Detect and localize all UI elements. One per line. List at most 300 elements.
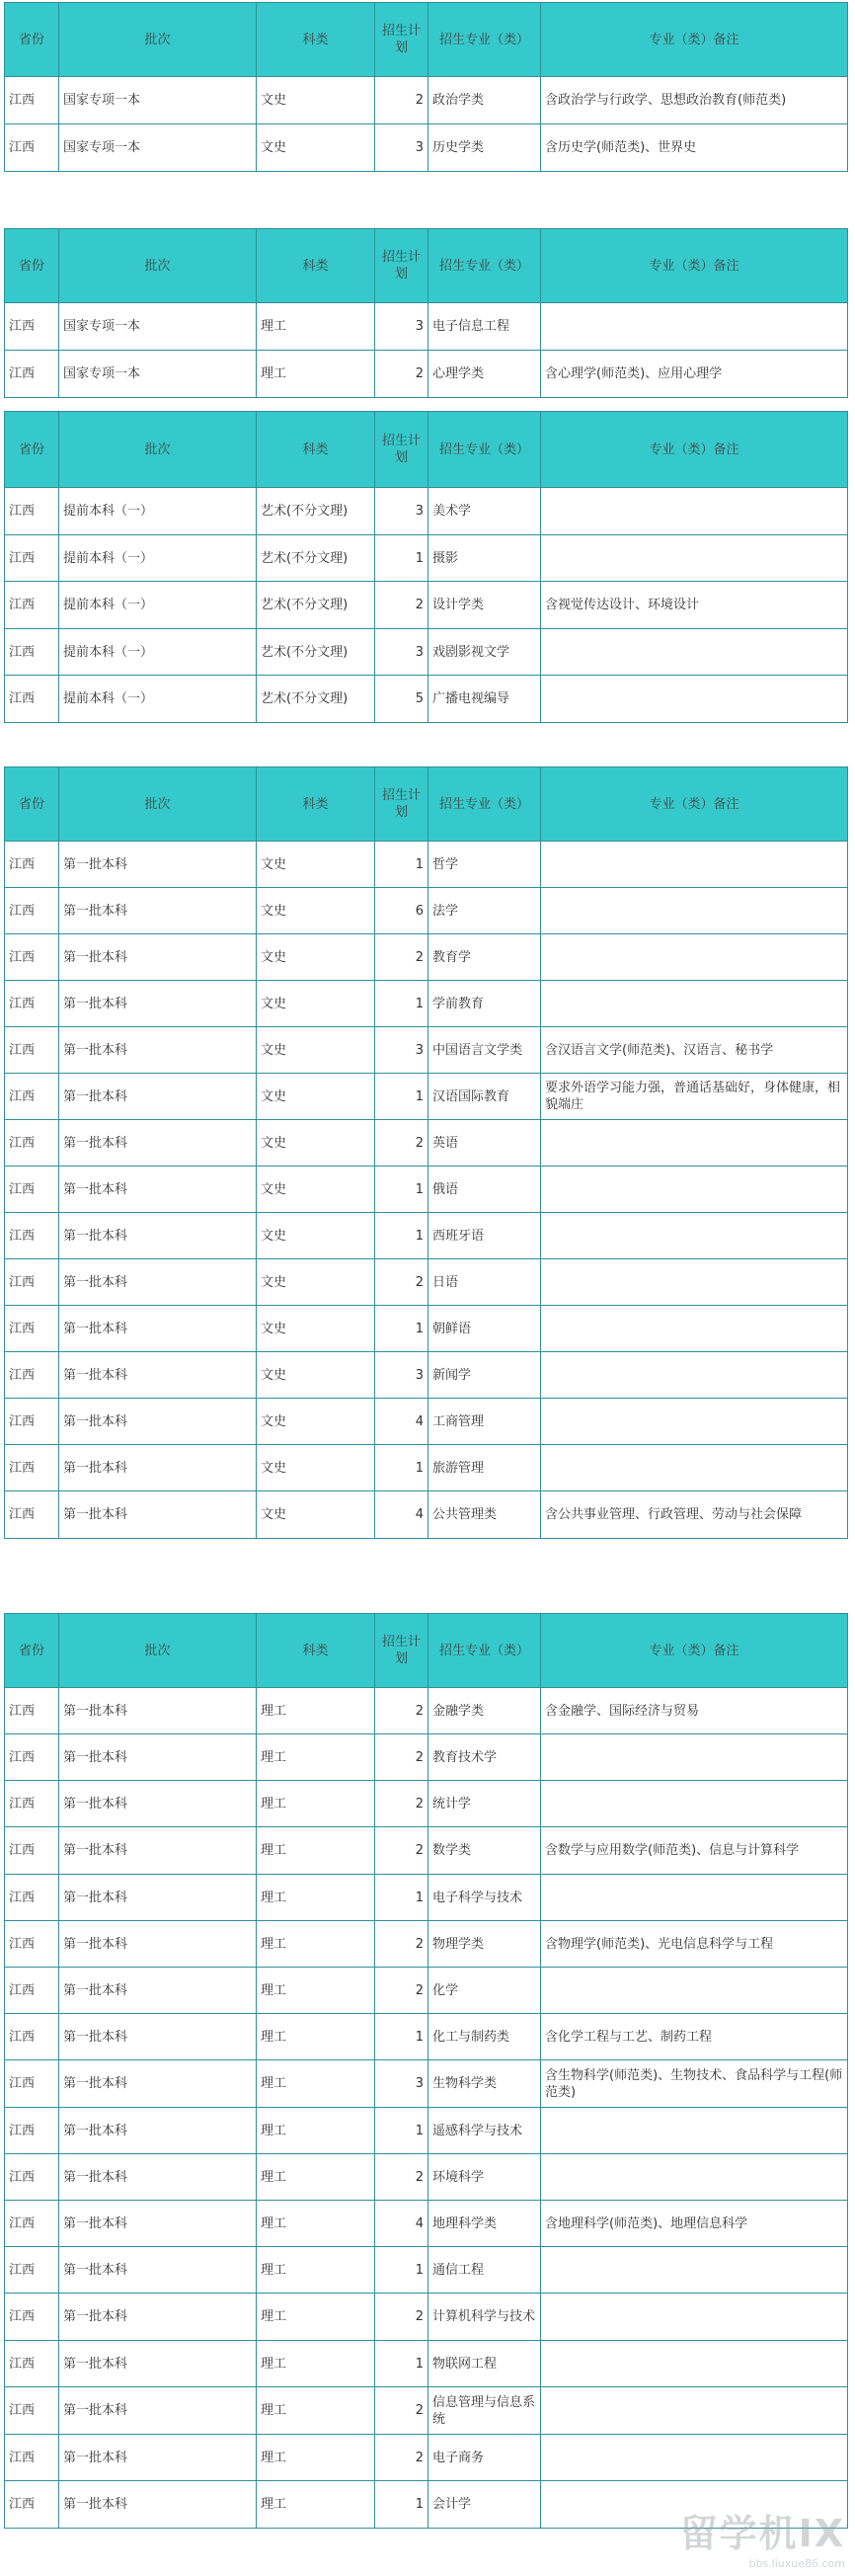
table-row: [5, 1306, 848, 1352]
th-major: 招生专业（类）: [428, 229, 541, 303]
th-quota: 招生计划: [375, 412, 428, 488]
cell-batch: 第一批本科: [59, 1213, 257, 1259]
cell-major: 工商管理: [428, 1399, 541, 1445]
table-row: [5, 1781, 848, 1827]
cell-major: 统计学: [428, 1781, 541, 1827]
th-remarks: 专业（类）备注: [541, 412, 848, 488]
cell-category: 理工: [257, 1781, 375, 1827]
cell-quota: 1: [375, 1875, 428, 1921]
cell-batch: 第一批本科: [59, 842, 257, 888]
cell-remarks: [541, 2341, 848, 2387]
cell-province: 江西: [5, 2481, 59, 2529]
cell-quota: 2: [375, 2387, 428, 2435]
cell-category: 艺术(不分文理): [257, 535, 375, 582]
cell-batch: 提前本科（一）: [59, 582, 257, 629]
cell-remarks: 含公共事业管理、行政管理、劳动与社会保障: [541, 1491, 848, 1539]
cell-remarks: [541, 1259, 848, 1306]
table-row: [5, 582, 848, 629]
cell-quota: 2: [375, 2294, 428, 2341]
cell-category: 理工: [257, 2247, 375, 2294]
cell-remarks: [541, 981, 848, 1027]
cell-batch: 提前本科（一）: [59, 535, 257, 582]
cell-remarks: 含汉语言文学(师范类)、汉语言、秘书学: [541, 1027, 848, 1074]
table-row: [5, 1875, 848, 1921]
cell-category: 艺术(不分文理): [257, 582, 375, 629]
cell-remarks: [541, 1734, 848, 1781]
cell-category: 文史: [257, 1167, 375, 1213]
cell-quota: 2: [375, 1120, 428, 1167]
cell-quota: 1: [375, 842, 428, 888]
cell-province: 江西: [5, 582, 59, 629]
cell-category: 文史: [257, 1306, 375, 1352]
cell-province: 江西: [5, 1968, 59, 2014]
th-province: 省份: [5, 3, 59, 77]
cell-province: 江西: [5, 1491, 59, 1539]
table-row: [5, 1120, 848, 1167]
table-row: [5, 1213, 848, 1259]
th-category: 科类: [257, 767, 375, 842]
cell-batch: 第一批本科: [59, 1167, 257, 1213]
cell-quota: 1: [375, 1167, 428, 1213]
cell-province: 江西: [5, 1120, 59, 1167]
cell-major: 教育技术学: [428, 1734, 541, 1781]
cell-category: 文史: [257, 124, 375, 172]
cell-province: 江西: [5, 629, 59, 676]
table-row: [5, 77, 848, 124]
th-quota: 招生计划: [375, 1614, 428, 1688]
cell-province: 江西: [5, 351, 59, 398]
cell-remarks: [541, 1167, 848, 1213]
cell-quota: 2: [375, 2154, 428, 2201]
cell-category: 艺术(不分文理): [257, 629, 375, 676]
cell-category: 文史: [257, 1352, 375, 1399]
cell-remarks: [541, 1445, 848, 1491]
cell-major: 英语: [428, 1120, 541, 1167]
cell-province: 江西: [5, 2435, 59, 2481]
cell-province: 江西: [5, 1827, 59, 1875]
cell-batch: 第一批本科: [59, 1875, 257, 1921]
cell-province: 江西: [5, 77, 59, 124]
cell-remarks: [541, 1399, 848, 1445]
cell-quota: 5: [375, 676, 428, 723]
cell-province: 江西: [5, 2014, 59, 2060]
header-row: [5, 1614, 848, 1688]
table-row: [5, 2435, 848, 2481]
cell-remarks: [541, 934, 848, 981]
cell-remarks: [541, 2154, 848, 2201]
cell-major: 汉语国际教育: [428, 1074, 541, 1120]
cell-quota: 2: [375, 582, 428, 629]
cell-batch: 第一批本科: [59, 2060, 257, 2108]
cell-major: 化学: [428, 1968, 541, 2014]
cell-major: 会计学: [428, 2481, 541, 2529]
cell-category: 文史: [257, 934, 375, 981]
cell-category: 理工: [257, 2294, 375, 2341]
th-major: 招生专业（类）: [428, 1614, 541, 1688]
cell-remarks: [541, 488, 848, 535]
cell-remarks: 要求外语学习能力强，普通话基础好，身体健康，相貌端庄: [541, 1074, 848, 1120]
cell-remarks: [541, 1875, 848, 1921]
cell-batch: 提前本科（一）: [59, 676, 257, 723]
cell-quota: 4: [375, 1491, 428, 1539]
cell-category: 理工: [257, 2154, 375, 2201]
cell-category: 理工: [257, 2014, 375, 2060]
cell-category: 文史: [257, 981, 375, 1027]
cell-quota: 4: [375, 2201, 428, 2247]
cell-major: 学前教育: [428, 981, 541, 1027]
watermark-url: bbs.liuxue86.com: [748, 2557, 845, 2570]
th-major: 招生专业（类）: [428, 767, 541, 842]
cell-major: 化工与制药类: [428, 2014, 541, 2060]
cell-category: 理工: [257, 2201, 375, 2247]
cell-remarks: [541, 1968, 848, 2014]
cell-province: 江西: [5, 1027, 59, 1074]
cell-batch: 第一批本科: [59, 888, 257, 934]
cell-remarks: [541, 1120, 848, 1167]
cell-remarks: 含生物科学(师范类)、生物技术、食品科学与工程(师范类): [541, 2060, 848, 2108]
cell-quota: 2: [375, 77, 428, 124]
cell-major: 金融学类: [428, 1688, 541, 1734]
cell-batch: 提前本科（一）: [59, 488, 257, 535]
table-row: [5, 2014, 848, 2060]
cell-remarks: [541, 1213, 848, 1259]
table-row: [5, 1734, 848, 1781]
th-batch: 批次: [59, 1614, 257, 1688]
table-row: [5, 1399, 848, 1445]
cell-category: 理工: [257, 2481, 375, 2529]
cell-major: 哲学: [428, 842, 541, 888]
cell-batch: 第一批本科: [59, 2387, 257, 2435]
cell-province: 江西: [5, 1734, 59, 1781]
watermark-logo-text: 留学机IX: [679, 2512, 845, 2555]
cell-major: 朝鲜语: [428, 1306, 541, 1352]
table-row: [5, 124, 848, 172]
admission-table-5: [4, 1613, 848, 2529]
cell-quota: 3: [375, 124, 428, 172]
cell-major: 环境科学: [428, 2154, 541, 2201]
table-row: [5, 842, 848, 888]
cell-quota: 3: [375, 2060, 428, 2108]
cell-category: 理工: [257, 1921, 375, 1968]
th-category: 科类: [257, 229, 375, 303]
cell-batch: 第一批本科: [59, 2014, 257, 2060]
cell-batch: 第一批本科: [59, 2481, 257, 2529]
cell-batch: 第一批本科: [59, 2341, 257, 2387]
cell-remarks: [541, 2294, 848, 2341]
cell-batch: 国家专项一本: [59, 77, 257, 124]
cell-batch: 第一批本科: [59, 1445, 257, 1491]
cell-major: 政治学类: [428, 77, 541, 124]
cell-major: 中国语言文学类: [428, 1027, 541, 1074]
cell-province: 江西: [5, 535, 59, 582]
table-row: [5, 351, 848, 398]
cell-batch: 第一批本科: [59, 1306, 257, 1352]
cell-quota: 1: [375, 1074, 428, 1120]
cell-category: 理工: [257, 2435, 375, 2481]
cell-batch: 第一批本科: [59, 2201, 257, 2247]
table-row: [5, 2341, 848, 2387]
cell-major: 西班牙语: [428, 1213, 541, 1259]
cell-remarks: 含视觉传达设计、环境设计: [541, 582, 848, 629]
cell-batch: 第一批本科: [59, 1781, 257, 1827]
cell-category: 理工: [257, 2341, 375, 2387]
cell-major: 美术学: [428, 488, 541, 535]
table-row: [5, 1074, 848, 1120]
table-row: [5, 1027, 848, 1074]
cell-batch: 第一批本科: [59, 2435, 257, 2481]
cell-province: 江西: [5, 1074, 59, 1120]
cell-remarks: [541, 1352, 848, 1399]
cell-quota: 2: [375, 934, 428, 981]
cell-category: 理工: [257, 351, 375, 398]
th-category: 科类: [257, 1614, 375, 1688]
th-province: 省份: [5, 767, 59, 842]
cell-category: 理工: [257, 2387, 375, 2435]
th-remarks: 专业（类）备注: [541, 1614, 848, 1688]
cell-batch: 第一批本科: [59, 934, 257, 981]
cell-major: 遥感科学与技术: [428, 2108, 541, 2154]
cell-quota: 2: [375, 1688, 428, 1734]
cell-batch: 国家专项一本: [59, 124, 257, 172]
cell-batch: 第一批本科: [59, 1352, 257, 1399]
cell-major: 法学: [428, 888, 541, 934]
cell-province: 江西: [5, 888, 59, 934]
cell-major: 心理学类: [428, 351, 541, 398]
header-row: [5, 767, 848, 842]
cell-province: 江西: [5, 2060, 59, 2108]
site-watermark: [680, 2503, 845, 2570]
table-row: [5, 2060, 848, 2108]
cell-category: 文史: [257, 1491, 375, 1539]
cell-quota: 1: [375, 981, 428, 1027]
cell-category: 文史: [257, 842, 375, 888]
cell-category: 文史: [257, 1120, 375, 1167]
cell-province: 江西: [5, 1306, 59, 1352]
cell-batch: 国家专项一本: [59, 351, 257, 398]
cell-major: 戏剧影视文学: [428, 629, 541, 676]
th-province: 省份: [5, 229, 59, 303]
table-row: [5, 488, 848, 535]
cell-batch: 第一批本科: [59, 1688, 257, 1734]
cell-remarks: 含金融学、国际经济与贸易: [541, 1688, 848, 1734]
cell-province: 江西: [5, 2201, 59, 2247]
cell-category: 文史: [257, 1399, 375, 1445]
th-remarks: 专业（类）备注: [541, 767, 848, 842]
cell-quota: 3: [375, 1027, 428, 1074]
cell-category: 文史: [257, 1259, 375, 1306]
th-quota: 招生计划: [375, 229, 428, 303]
cell-batch: 提前本科（一）: [59, 629, 257, 676]
cell-quota: 1: [375, 2341, 428, 2387]
cell-remarks: [541, 888, 848, 934]
cell-province: 江西: [5, 981, 59, 1027]
cell-category: 理工: [257, 1688, 375, 1734]
cell-category: 理工: [257, 1827, 375, 1875]
admission-table-3: [4, 411, 848, 723]
th-major: 招生专业（类）: [428, 412, 541, 488]
cell-province: 江西: [5, 303, 59, 351]
cell-major: 摄影: [428, 535, 541, 582]
cell-major: 电子科学与技术: [428, 1875, 541, 1921]
cell-batch: 第一批本科: [59, 2108, 257, 2154]
cell-category: 理工: [257, 2060, 375, 2108]
cell-major: 电子商务: [428, 2435, 541, 2481]
cell-remarks: [541, 2108, 848, 2154]
cell-category: 理工: [257, 1968, 375, 2014]
cell-major: 计算机科学与技术: [428, 2294, 541, 2341]
th-province: 省份: [5, 1614, 59, 1688]
cell-quota: 3: [375, 629, 428, 676]
cell-province: 江西: [5, 1921, 59, 1968]
cell-major: 新闻学: [428, 1352, 541, 1399]
cell-major: 日语: [428, 1259, 541, 1306]
cell-province: 江西: [5, 2387, 59, 2435]
cell-batch: 国家专项一本: [59, 303, 257, 351]
cell-batch: 第一批本科: [59, 1259, 257, 1306]
cell-remarks: [541, 629, 848, 676]
cell-province: 江西: [5, 1875, 59, 1921]
table-row: [5, 303, 848, 351]
cell-major: 通信工程: [428, 2247, 541, 2294]
cell-batch: 第一批本科: [59, 1921, 257, 1968]
table-row: [5, 1688, 848, 1734]
cell-category: 艺术(不分文理): [257, 488, 375, 535]
cell-remarks: 含物理学(师范类)、光电信息科学与工程: [541, 1921, 848, 1968]
cell-remarks: [541, 842, 848, 888]
cell-batch: 第一批本科: [59, 2154, 257, 2201]
cell-batch: 第一批本科: [59, 1120, 257, 1167]
cell-major: 设计学类: [428, 582, 541, 629]
cell-quota: 2: [375, 1781, 428, 1827]
cell-quota: 3: [375, 1352, 428, 1399]
cell-category: 文史: [257, 1445, 375, 1491]
admission-table-1: [4, 2, 848, 172]
th-major: 招生专业（类）: [428, 3, 541, 77]
cell-major: 电子信息工程: [428, 303, 541, 351]
cell-batch: 第一批本科: [59, 1074, 257, 1120]
cell-batch: 第一批本科: [59, 1027, 257, 1074]
cell-major: 教育学: [428, 934, 541, 981]
cell-remarks: 含地理科学(师范类)、地理信息科学: [541, 2201, 848, 2247]
header-row: [5, 3, 848, 77]
th-batch: 批次: [59, 412, 257, 488]
cell-remarks: [541, 303, 848, 351]
table-row: [5, 2201, 848, 2247]
cell-batch: 第一批本科: [59, 1968, 257, 2014]
cell-province: 江西: [5, 934, 59, 981]
cell-remarks: 含化学工程与工艺、制药工程: [541, 2014, 848, 2060]
cell-category: 理工: [257, 303, 375, 351]
table-row: [5, 2108, 848, 2154]
cell-remarks: 含数学与应用数学(师范类)、信息与计算科学: [541, 1827, 848, 1875]
cell-category: 理工: [257, 1875, 375, 1921]
cell-province: 江西: [5, 2154, 59, 2201]
th-category: 科类: [257, 3, 375, 77]
th-quota: 招生计划: [375, 767, 428, 842]
cell-batch: 第一批本科: [59, 1491, 257, 1539]
cell-province: 江西: [5, 1781, 59, 1827]
th-batch: 批次: [59, 767, 257, 842]
cell-major: 物联网工程: [428, 2341, 541, 2387]
cell-province: 江西: [5, 1213, 59, 1259]
cell-quota: 1: [375, 2247, 428, 2294]
cell-remarks: [541, 1781, 848, 1827]
cell-remarks: 含历史学(师范类)、世界史: [541, 124, 848, 172]
cell-remarks: [541, 676, 848, 723]
table-row: [5, 1259, 848, 1306]
table-row: [5, 1352, 848, 1399]
th-province: 省份: [5, 412, 59, 488]
cell-major: 信息管理与信息系统: [428, 2387, 541, 2435]
table-row: [5, 1921, 848, 1968]
cell-remarks: [541, 2435, 848, 2481]
cell-remarks: [541, 2387, 848, 2435]
cell-category: 文史: [257, 1213, 375, 1259]
table-row: [5, 2294, 848, 2341]
cell-major: 数学类: [428, 1827, 541, 1875]
cell-province: 江西: [5, 2341, 59, 2387]
cell-province: 江西: [5, 1352, 59, 1399]
table-row: [5, 2154, 848, 2201]
cell-remarks: [541, 2247, 848, 2294]
cell-quota: 3: [375, 303, 428, 351]
cell-quota: 2: [375, 351, 428, 398]
cell-quota: 1: [375, 1213, 428, 1259]
table-row: [5, 1491, 848, 1539]
cell-quota: 2: [375, 1921, 428, 1968]
table-row: [5, 2387, 848, 2435]
cell-remarks: [541, 535, 848, 582]
cell-quota: 2: [375, 1734, 428, 1781]
table-row: [5, 535, 848, 582]
table-row: [5, 981, 848, 1027]
th-remarks: 专业（类）备注: [541, 229, 848, 303]
cell-quota: 2: [375, 1827, 428, 1875]
cell-remarks: 含政治学与行政学、思想政治教育(师范类): [541, 77, 848, 124]
cell-batch: 第一批本科: [59, 981, 257, 1027]
cell-province: 江西: [5, 2294, 59, 2341]
table-row: [5, 2247, 848, 2294]
cell-quota: 1: [375, 1445, 428, 1491]
admission-table-2: [4, 228, 848, 398]
table-row: [5, 1445, 848, 1491]
cell-major: 旅游管理: [428, 1445, 541, 1491]
cell-major: 公共管理类: [428, 1491, 541, 1539]
cell-province: 江西: [5, 842, 59, 888]
cell-category: 文史: [257, 1027, 375, 1074]
cell-quota: 1: [375, 2108, 428, 2154]
cell-category: 文史: [257, 1074, 375, 1120]
cell-quota: 2: [375, 1259, 428, 1306]
cell-quota: 1: [375, 2014, 428, 2060]
cell-province: 江西: [5, 1399, 59, 1445]
table-row: [5, 1167, 848, 1213]
table-row: [5, 1968, 848, 2014]
cell-batch: 第一批本科: [59, 1734, 257, 1781]
cell-province: 江西: [5, 2247, 59, 2294]
cell-quota: 1: [375, 1306, 428, 1352]
header-row: [5, 412, 848, 488]
cell-category: 理工: [257, 1734, 375, 1781]
table-row: [5, 629, 848, 676]
table-row: [5, 1827, 848, 1875]
cell-quota: 1: [375, 2481, 428, 2529]
cell-quota: 1: [375, 535, 428, 582]
cell-batch: 第一批本科: [59, 2294, 257, 2341]
cell-major: 广播电视编导: [428, 676, 541, 723]
cell-quota: 2: [375, 1968, 428, 2014]
cell-province: 江西: [5, 1259, 59, 1306]
